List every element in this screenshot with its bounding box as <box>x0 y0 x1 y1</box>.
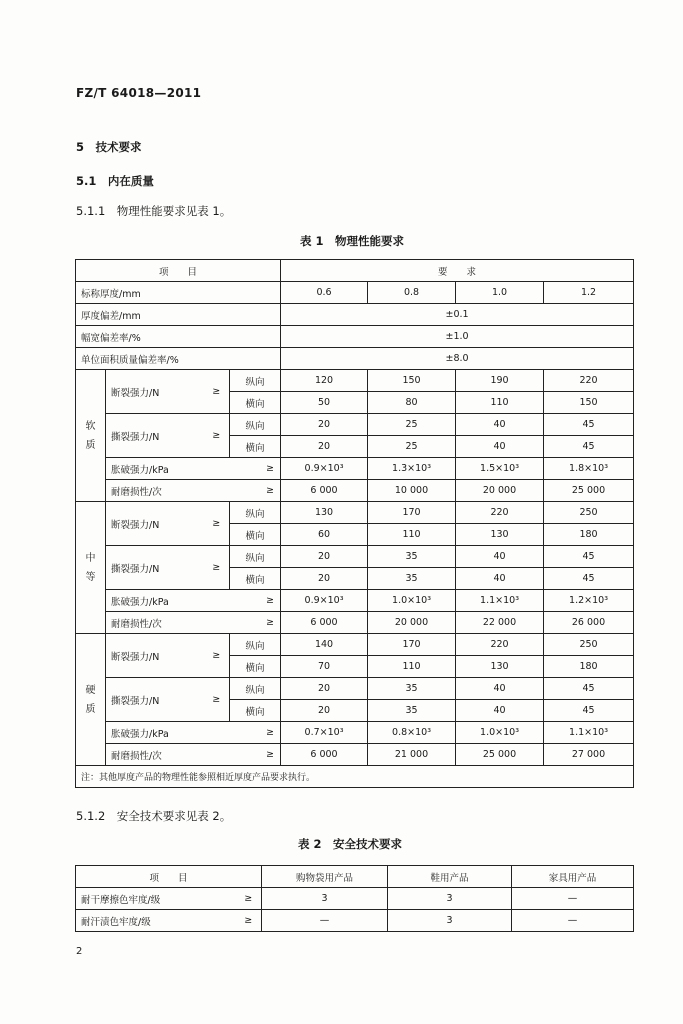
row-label: 耐磨损性/次 <box>106 744 230 766</box>
section-5-1-heading: 5.1 内在质量 <box>76 174 154 188</box>
header-item-cell: 项 目 <box>76 260 281 282</box>
ge-sign: ≥ <box>230 612 281 634</box>
value-cell: 220 <box>456 502 544 524</box>
direction-cell: 横向 <box>230 436 281 458</box>
nominal-thickness-cell: 1.0 <box>456 282 544 304</box>
value-cell: 180 <box>544 524 634 546</box>
table-row <box>76 414 634 436</box>
value-cell: 1.1×10³ <box>544 722 634 744</box>
row-label: 耐磨损性/次 <box>106 612 230 634</box>
value-cell: 20 <box>281 436 368 458</box>
ge-sign: ≥ <box>204 634 230 678</box>
table-note: 注：其他厚度产品的物理性能参照相近厚度产品要求执行。 <box>76 766 634 788</box>
table-row <box>76 546 634 568</box>
value-cell: 45 <box>544 678 634 700</box>
value-cell: 35 <box>368 700 456 722</box>
row-label: 单位面积质量偏差率/% <box>76 348 281 370</box>
ge-sign: ≥ <box>230 458 281 480</box>
value-cell: 25 000 <box>456 744 544 766</box>
safety-requirements-table <box>75 865 634 932</box>
ge-sign: ≥ <box>230 480 281 502</box>
value-cell: — <box>512 888 634 910</box>
value-cell: 20 <box>281 546 368 568</box>
value-cell: 45 <box>544 700 634 722</box>
row-label: 断裂强力/N <box>106 502 204 546</box>
section-5-1-2-text: 5.1.2 安全技术要求见表 2。 <box>76 809 232 823</box>
value-cell: 40 <box>456 678 544 700</box>
ge-sign: ≥ <box>204 546 230 590</box>
tolerance-value-cell: ±1.0 <box>281 326 634 348</box>
tolerance-value-cell: ±8.0 <box>281 348 634 370</box>
value-cell: 20 <box>281 700 368 722</box>
header-column-cell: 鞋用产品 <box>388 866 512 888</box>
direction-cell: 横向 <box>230 392 281 414</box>
table2-title: 表 2 安全技术要求 <box>298 837 403 851</box>
value-cell: 170 <box>368 502 456 524</box>
table-row <box>76 590 634 612</box>
table-row <box>76 634 634 656</box>
direction-cell: 纵向 <box>230 414 281 436</box>
value-cell: 6 000 <box>281 480 368 502</box>
table-row <box>76 866 634 888</box>
value-cell: 40 <box>456 436 544 458</box>
value-cell: 220 <box>456 634 544 656</box>
value-cell: 250 <box>544 502 634 524</box>
nominal-thickness-cell: 1.2 <box>544 282 634 304</box>
row-label: 胀破强力/kPa <box>106 590 230 612</box>
table-row <box>76 722 634 744</box>
nominal-thickness-cell: 0.6 <box>281 282 368 304</box>
value-cell: 50 <box>281 392 368 414</box>
ge-sign: ≥ <box>236 888 262 910</box>
value-cell: 20 000 <box>456 480 544 502</box>
value-cell: 1.2×10³ <box>544 590 634 612</box>
value-cell: 22 000 <box>456 612 544 634</box>
value-cell: 20 <box>281 414 368 436</box>
table-row <box>76 480 634 502</box>
table-row <box>76 766 634 788</box>
value-cell: 110 <box>456 392 544 414</box>
direction-cell: 横向 <box>230 700 281 722</box>
value-cell: 80 <box>368 392 456 414</box>
value-cell: 35 <box>368 568 456 590</box>
value-cell: 0.7×10³ <box>281 722 368 744</box>
table-row <box>76 910 634 932</box>
row-label: 厚度偏差/mm <box>76 304 281 326</box>
physical-performance-table <box>75 259 634 788</box>
direction-cell: 纵向 <box>230 546 281 568</box>
table-row <box>76 888 634 910</box>
table-row <box>76 678 634 700</box>
direction-cell: 纵向 <box>230 370 281 392</box>
row-label: 断裂强力/N <box>106 370 204 414</box>
section-5-heading: 5 技术要求 <box>76 140 142 154</box>
direction-cell: 横向 <box>230 524 281 546</box>
table-row <box>76 304 634 326</box>
section-5-1-1-text: 5.1.1 物理性能要求见表 1。 <box>76 204 232 218</box>
value-cell: 20 <box>281 568 368 590</box>
value-cell: 0.8×10³ <box>368 722 456 744</box>
value-cell: 6 000 <box>281 744 368 766</box>
value-cell: 150 <box>368 370 456 392</box>
value-cell: 170 <box>368 634 456 656</box>
direction-cell: 横向 <box>230 568 281 590</box>
value-cell: 3 <box>262 888 388 910</box>
value-cell: 130 <box>456 524 544 546</box>
value-cell: 130 <box>281 502 368 524</box>
table-row <box>76 370 634 392</box>
row-label: 撕裂强力/N <box>106 678 204 722</box>
value-cell: 1.0×10³ <box>368 590 456 612</box>
row-label: 耐磨损性/次 <box>106 480 230 502</box>
value-cell: 25 000 <box>544 480 634 502</box>
value-cell: 1.5×10³ <box>456 458 544 480</box>
value-cell: 45 <box>544 546 634 568</box>
value-cell: 26 000 <box>544 612 634 634</box>
value-cell: 110 <box>368 524 456 546</box>
value-cell: 40 <box>456 700 544 722</box>
header-column-cell: 家具用产品 <box>512 866 634 888</box>
value-cell: 190 <box>456 370 544 392</box>
row-label: 标称厚度/mm <box>76 282 281 304</box>
direction-cell: 横向 <box>230 656 281 678</box>
value-cell: 180 <box>544 656 634 678</box>
value-cell: 35 <box>368 678 456 700</box>
table-row <box>76 326 634 348</box>
row-label: 撕裂强力/N <box>106 546 204 590</box>
row-label: 撕裂强力/N <box>106 414 204 458</box>
value-cell: 0.9×10³ <box>281 590 368 612</box>
value-cell: 21 000 <box>368 744 456 766</box>
ge-sign: ≥ <box>204 502 230 546</box>
table-row <box>76 744 634 766</box>
value-cell: 140 <box>281 634 368 656</box>
value-cell: 1.1×10³ <box>456 590 544 612</box>
value-cell: 1.3×10³ <box>368 458 456 480</box>
table-row <box>76 348 634 370</box>
table-row <box>76 458 634 480</box>
table-row <box>76 502 634 524</box>
value-cell: 1.8×10³ <box>544 458 634 480</box>
value-cell: 25 <box>368 436 456 458</box>
value-cell: 60 <box>281 524 368 546</box>
value-cell: 27 000 <box>544 744 634 766</box>
value-cell: — <box>262 910 388 932</box>
value-cell: 220 <box>544 370 634 392</box>
value-cell: 1.0×10³ <box>456 722 544 744</box>
row-label: 耐汗渍色牢度/级 <box>76 910 236 932</box>
value-cell: 40 <box>456 568 544 590</box>
value-cell: 20 000 <box>368 612 456 634</box>
value-cell: 40 <box>456 414 544 436</box>
table-row <box>76 612 634 634</box>
value-cell: 110 <box>368 656 456 678</box>
row-label: 胀破强力/kPa <box>106 722 230 744</box>
value-cell: 150 <box>544 392 634 414</box>
header-requirement-cell: 要 求 <box>281 260 634 282</box>
value-cell: 120 <box>281 370 368 392</box>
page-number: 2 <box>76 946 83 957</box>
group-label: 中 等 <box>76 502 106 634</box>
value-cell: 45 <box>544 568 634 590</box>
header-item-cell: 项 目 <box>76 866 262 888</box>
nominal-thickness-cell: 0.8 <box>368 282 456 304</box>
value-cell: 45 <box>544 436 634 458</box>
header-column-cell: 购物袋用产品 <box>262 866 388 888</box>
direction-cell: 纵向 <box>230 678 281 700</box>
value-cell: 0.9×10³ <box>281 458 368 480</box>
table1-title: 表 1 物理性能要求 <box>300 234 405 248</box>
table-row <box>76 260 634 282</box>
tolerance-value-cell: ±0.1 <box>281 304 634 326</box>
value-cell: — <box>512 910 634 932</box>
direction-cell: 纵向 <box>230 634 281 656</box>
value-cell: 130 <box>456 656 544 678</box>
ge-sign: ≥ <box>230 590 281 612</box>
standard-number: FZ/T 64018—2011 <box>76 86 202 100</box>
direction-cell: 纵向 <box>230 502 281 524</box>
row-label: 耐干摩擦色牢度/级 <box>76 888 236 910</box>
ge-sign: ≥ <box>204 370 230 414</box>
row-label: 断裂强力/N <box>106 634 204 678</box>
row-label: 幅宽偏差率/% <box>76 326 281 348</box>
ge-sign: ≥ <box>204 414 230 458</box>
value-cell: 40 <box>456 546 544 568</box>
group-label: 硬 质 <box>76 634 106 766</box>
value-cell: 6 000 <box>281 612 368 634</box>
value-cell: 25 <box>368 414 456 436</box>
ge-sign: ≥ <box>204 678 230 722</box>
value-cell: 20 <box>281 678 368 700</box>
value-cell: 45 <box>544 414 634 436</box>
group-label: 软 质 <box>76 370 106 502</box>
value-cell: 250 <box>544 634 634 656</box>
value-cell: 3 <box>388 910 512 932</box>
value-cell: 3 <box>388 888 512 910</box>
value-cell: 35 <box>368 546 456 568</box>
value-cell: 10 000 <box>368 480 456 502</box>
ge-sign: ≥ <box>230 722 281 744</box>
row-label: 胀破强力/kPa <box>106 458 230 480</box>
ge-sign: ≥ <box>230 744 281 766</box>
value-cell: 70 <box>281 656 368 678</box>
table-row <box>76 282 634 304</box>
ge-sign: ≥ <box>236 910 262 932</box>
